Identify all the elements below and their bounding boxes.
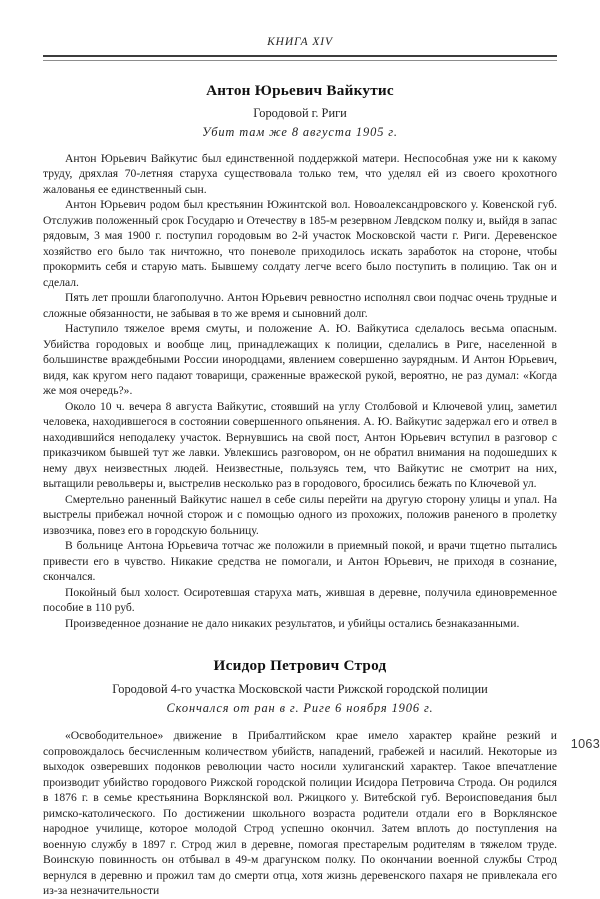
article-vaykutis	[43, 82, 557, 631]
paragraph: Покойный был холост. Осиротевшая старуха мать, жившая в деревне, получила единовременное пособие в 110 руб.	[43, 585, 557, 615]
header-rule-divider	[43, 55, 557, 61]
running-header	[43, 0, 557, 50]
page-number: 1063	[570, 737, 600, 751]
article-dateline: Скончался от ран в г. Риге 6 ноября 1906 г.	[166, 700, 434, 715]
paragraph: Произведенное дознание не дало никаких результатов, и убийцы остались безнаказанными.	[65, 616, 520, 630]
paragraph: Смертельно раненный Вайкутис нашел в себе силы перейти на другую сторону улицы и упал. На выстрелы прибежал ночной сторож и с помощью одного из прохожих, положив раненого в пролетку извозчика, повез его в городскую больницу.	[43, 492, 557, 537]
page-content-column	[43, 0, 557, 898]
paragraph: Антон Юрьевич родом был крестьянин Южинтской вол. Новоалександровского у. Ковенской губ. Отслужив положенный срок Государю и Отечеству в 185-м резервном Левдском полку и, выйдя в запас рядовым, 3 мая 1900 г. поступил городовым во 2-й участок Московской части г. Риги. Деревенское хозяйство его было так ничтожно, что поневоле приходилось искать заработок на стороне, чтобы прокормить себя и старую мать. Бывшему солдату легче всего было поступить в полицию. Так он и сделал.	[43, 198, 557, 289]
paragraph: Пять лет прошли благополучно. Антон Юрьевич ревностно исполнял свои подчас очень трудные и сложные обязанности, не забывая в то же время и сыновний долг.	[43, 291, 557, 320]
paragraph: В больнице Антона Юрьевича тотчас же положили в приемный покой, и врачи тщетно пытались привести его в чувство. Никакие средства не помогали, и Антон Юрьевич, не приходя в сознание, скончался.	[43, 539, 557, 584]
article-body	[43, 728, 557, 899]
article-subtitle: Городовой 4-го участка Московской части Рижской городской полиции	[112, 681, 488, 696]
paragraph: Антон Юрьевич Вайкутис был единственной поддержкой матери. Неспособная уже ни к какому труду, дряхлая 70-летняя старуха существовала только тем, что уделял ей из своего крохотного жалованья ее единственный сын.	[43, 151, 557, 196]
article-strod	[43, 657, 557, 898]
paragraph: «Освободительное» движение в Прибалтийском крае имело характер крайне резкий и сопровождалось бесчисленным количеством убийств, нападений, грабежей и насилий. Некоторые из выходок озверевших подонков революции часто носили хулиганский характер. Такое впечатление производит убийство городового Рижской городской полиции Исидора Петровича Строда. Он родился в 1876 г. в семье крестьянина Ворклянской вол. Ржицкого у. Витебской губ. Вероисповедания был римско-католического. По достижении школьного возраста родители отдали его в Ворклянское народное училище, которое молодой Строд успешно окончил. Затем вплоть до поступления на военную службу в 1897 г. Строд жил в деревне, помогая престарелым родителям в тяжелом труде. Воинскую повинность он отбывал в 49-м драгунском полку. По окончании военной службы Строд вернулся в деревню и прожил там до смерти отца, хотя жизнь деревенского пахаря не привлекала его из-за незначительности	[43, 729, 557, 898]
article-dateline: Убит там же 8 августа 1905 г.	[202, 125, 398, 140]
paragraph: Наступило тяжелое время смуты, и положение А. Ю. Вайкутиса сделалось весьма опасным. Убийства городовых и вообще лиц, принадлежащих к полиции, сделались в Риге, населенной в большинстве враждебными России инородцами, явлением совершенно заурядным. И Антон Юрьевич, видя, как кругом него падают товарищи, сраженные вражеской рукой, вероятно, не раз думал: «Когда же моя очередь?».	[43, 322, 557, 398]
running-header-title: КНИГА XIV	[267, 36, 333, 48]
article-title: Антон Юрьевич Вайкутис	[206, 82, 394, 99]
article-subtitle: Городовой г. Риги	[253, 106, 347, 121]
paragraph: Около 10 ч. вечера 8 августа Вайкутис, стоявший на углу Столбовой и Ключевой улиц, заметил человека, находившегося в состоянии совершенного опьянения. А. Ю. Вайкутис задержал его и отвел в находившийся неподалеку участок. Вернувшись на свой пост, Антон Юрьевич вступил в разговор с приказчиком бывшей тут же лавки. Увлекшись разговором, он не обратил внимания на подошедших к нему двух неизвестных людей. Неизвестные, пользуясь тем, что Вайкутис не смотрит на них, вытащили револьверы и, выстрелив несколько раз в городового, бросились бежать по Ключевой ул.	[43, 399, 557, 491]
article-body	[43, 151, 557, 632]
article-title: Исидор Петрович Строд	[213, 657, 387, 675]
